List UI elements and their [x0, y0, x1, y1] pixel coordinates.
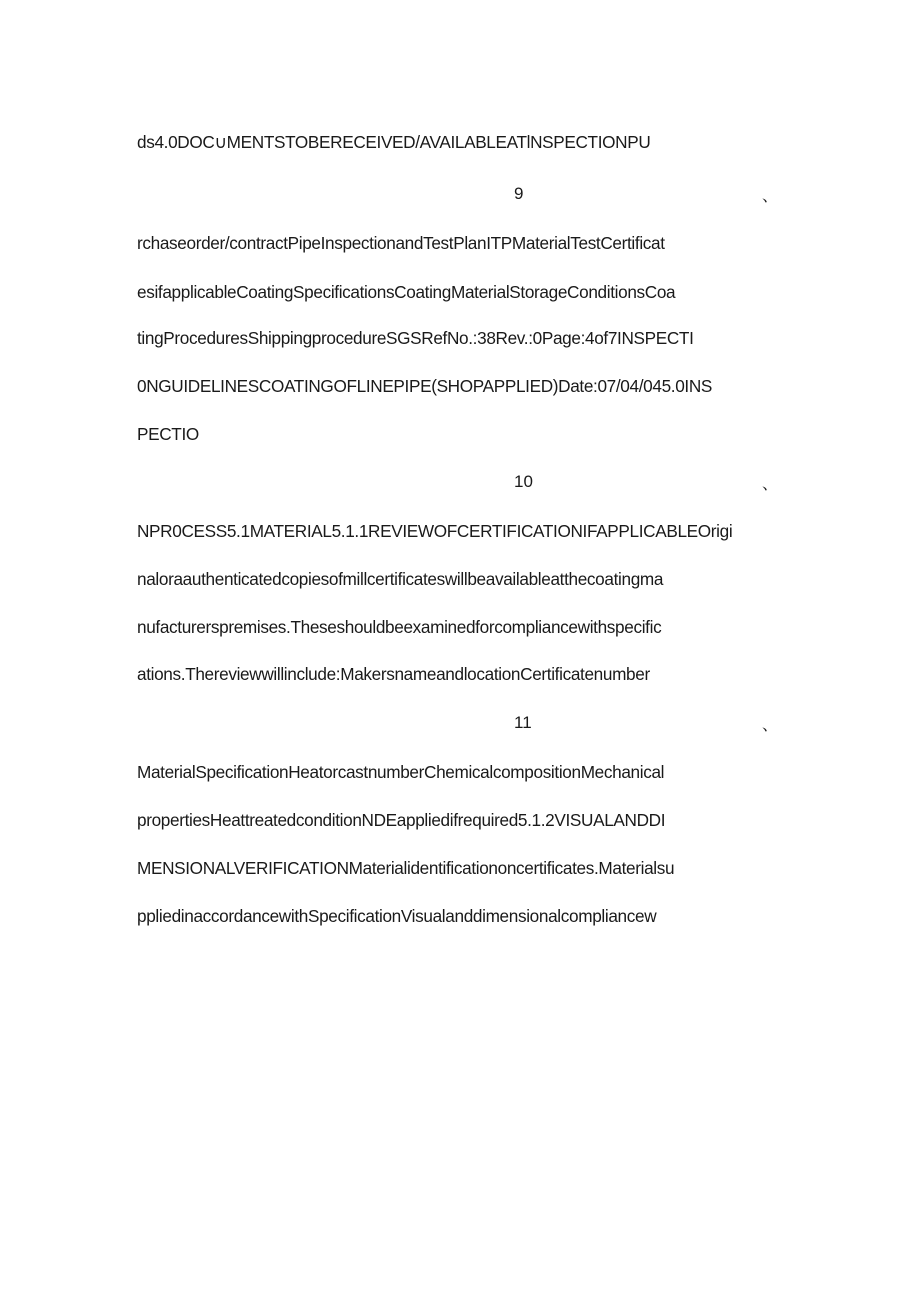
- section-number: 9: [514, 184, 524, 203]
- text-line: NPR0CESS5.1MATERIAL5.1.1REVIEWOFCERTIFICATIONIFAPPLICABLEOrigi: [137, 521, 733, 541]
- text-line: 0NGUIDELINESCOATINGOFLINEPIPE(SHOPAPPLIED)Date:07/04/045.0INS: [137, 376, 713, 396]
- text-line: ds4.0DOC∪MENTSTOBERECEIVED/AVAILABLEATlNSPECTIONPU: [137, 132, 651, 152]
- section-mark: 、: [762, 188, 779, 205]
- section-mark: 、: [762, 476, 779, 493]
- text-line: ations.Thereviewwillinclude:MakersnameandlocationCertificatenumber: [137, 664, 650, 684]
- text-line: nufacturerspremises.Theseshouldbeexaminedforcompliancewithspecific: [137, 617, 662, 637]
- text-line: MaterialSpecificationHeatorcastnumberChemicalcompositionMechanical: [137, 762, 665, 782]
- text-line: esifapplicableCoatingSpecificationsCoatingMaterialStorageConditionsCoa: [137, 282, 676, 302]
- text-line: ppliedinaccordancewithSpecificationVisualanddimensionalcompliancew: [137, 906, 657, 926]
- section-number: 10: [514, 472, 533, 491]
- text-line: PECTIO: [137, 424, 199, 444]
- text-line: MENSIONALVERIFICATIONMaterialidentificationoncertificates.Materialsu: [137, 858, 675, 878]
- section-mark: 、: [762, 717, 779, 734]
- section-number: 11: [514, 713, 532, 732]
- text-line: tingProceduresShippingprocedureSGSRefNo.:38Rev.:0Page:4of7INSPECTI: [137, 328, 694, 348]
- text-line: propertiesHeattreatedconditionNDEappliedifrequired5.1.2VISUALANDDI: [137, 810, 666, 830]
- text-line: naloraauthenticatedcopiesofmillcertificateswillbeavailableatthecoatingma: [137, 569, 664, 589]
- text-line: rchaseorder/contractPipeInspectionandTestPlanITPMaterialTestCertificat: [137, 233, 665, 253]
